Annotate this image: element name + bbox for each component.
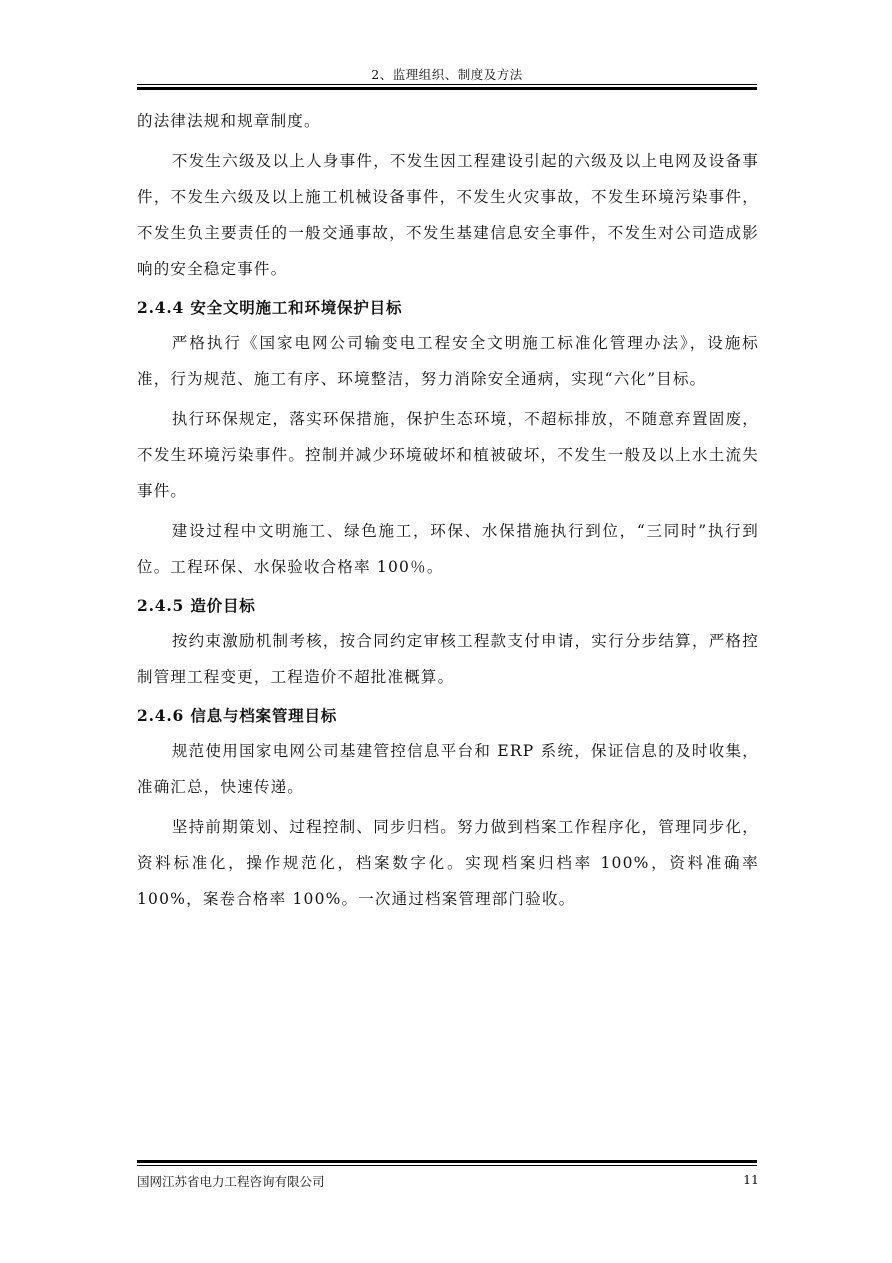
body-content <box>137 103 759 917</box>
footer-company-name: 国网江苏省电力工程咨询有限公司 <box>137 1174 325 1189</box>
section-heading-2-4-4: 2.4.4 安全文明施工和环境保护目标 <box>137 298 403 317</box>
paragraph-safety-events: 不发生六级及以上人身事件，不发生因工程建设引起的六级及以上电网及设备事件，不发生六级及以上施工机械设备事件，不发生火灾事故，不发生环境污染事件，不发生负主要责任的一般交通事故，不发生基建信息安全事件，不发生对公司造成影响的安全稳定事件。 <box>137 152 759 278</box>
paragraph-cost-control: 按约束激励机制考核，按合同约定审核工程款支付申请，实行分步结算，严格控制管理工程变更，工程造价不超批准概算。 <box>137 632 759 686</box>
page-number: 11 <box>743 1172 759 1187</box>
paragraph-info-platform: 规范使用国家电网公司基建管控信息平台和 ERP 系统，保证信息的及时收集，准确汇总，快速传递。 <box>137 742 759 796</box>
header-rule-thin <box>137 84 757 85</box>
section-heading-2-4-6: 2.4.6 信息与档案管理目标 <box>137 706 338 725</box>
paragraph-green-construction: 建设过程中文明施工、绿色施工，环保、水保措施执行到位，“三同时”执行到位。工程环保、水保验收合格率 100％。 <box>137 522 759 576</box>
footer-rule-thin <box>137 1165 757 1166</box>
section-heading-2-4-5: 2.4.5 造价目标 <box>137 596 256 615</box>
paragraph-continuation: 的法律法规和规章制度。 <box>137 112 321 130</box>
paragraph-civilized-construction: 严格执行《国家电网公司输变电工程安全文明施工标准化管理办法》，设施标准，行为规范、施工有序、环境整洁，努力消除安全通病，实现“六化”目标。 <box>137 334 759 388</box>
paragraph-environmental-rules: 执行环保规定，落实环保措施，保护生态环境，不超标排放，不随意弃置固废，不发生环境污染事件。控制并减少环境破坏和植被破坏，不发生一般及以上水土流失事件。 <box>137 410 759 500</box>
paragraph-archive-management: 坚持前期策划、过程控制、同步归档。努力做到档案工作程序化，管理同步化，资料标准化，操作规范化，档案数字化。实现档案归档率 100%，资料准确率 100%，案卷合格率 100%。一次通过档案管理部门验收。 <box>137 818 759 908</box>
header-rule-thick <box>137 87 757 90</box>
running-header: 2、监理组织、制度及方法 <box>371 67 523 82</box>
footer-rule-thick <box>137 1160 757 1163</box>
